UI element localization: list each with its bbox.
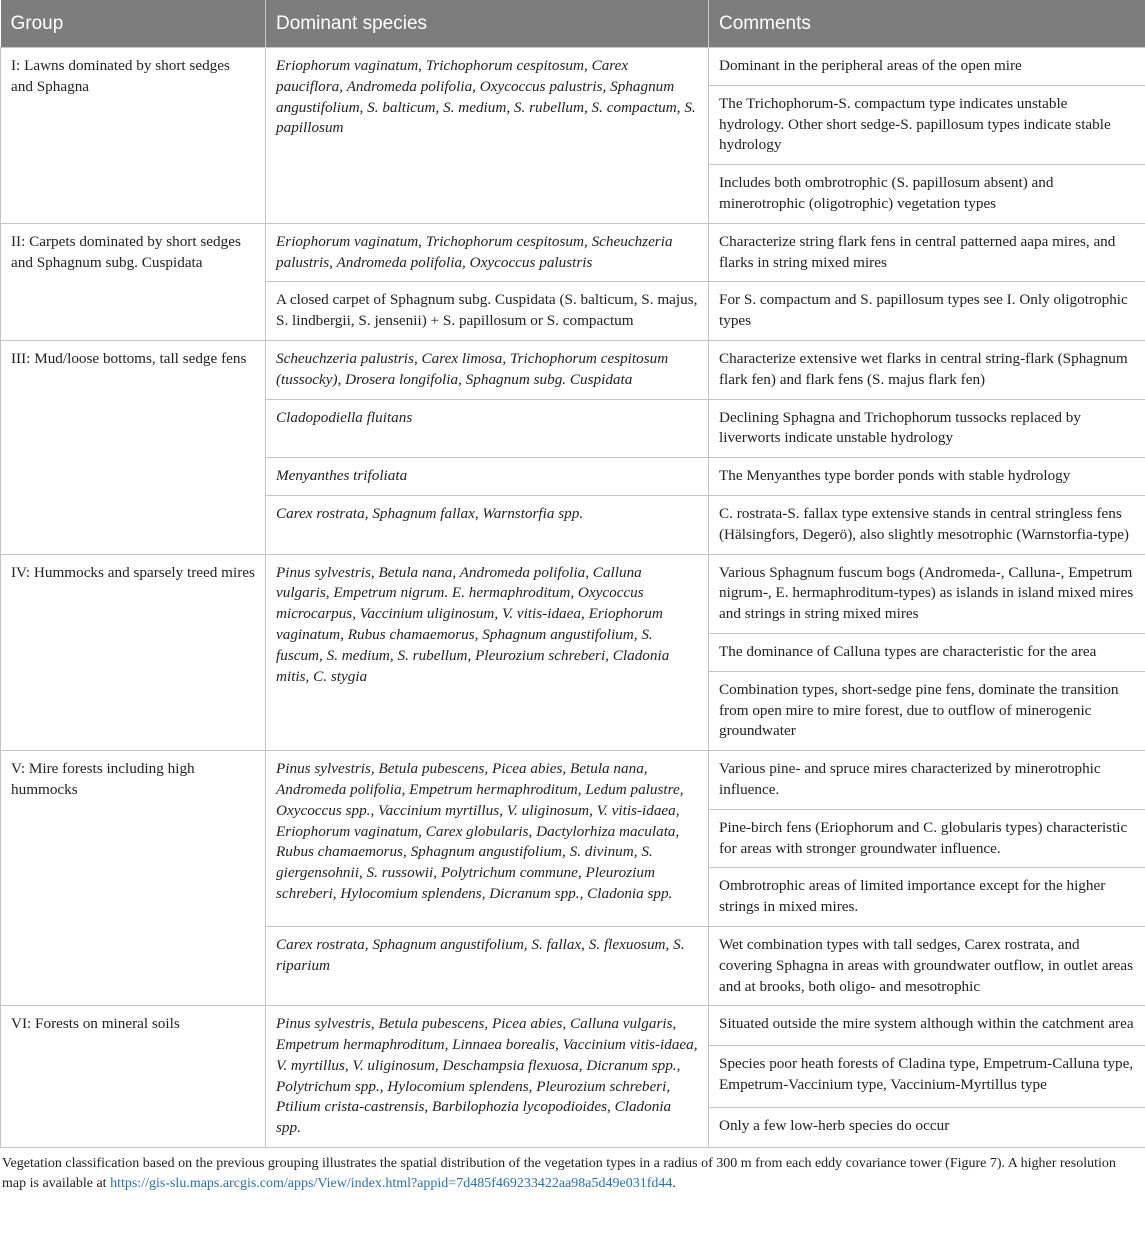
header-group: Group xyxy=(1,0,266,48)
footnote-text: Vegetation classification based on the previous grouping illustrates the spatial distribution of the vegetation types in a radius of 300 m from each eddy covariance tower (Figure 7). A higher resolution map is available at xyxy=(2,1156,1116,1192)
comment-cell: Characterize extensive wet flarks in central string-flark (Sphagnum flark fen) and flark fens (S. majus flark fen) xyxy=(709,340,1145,399)
comment-cell: The dominance of Calluna types are characteristic for the area xyxy=(709,633,1145,671)
comment-cell: Pine-birch fens (Eriophorum and C. globularis types) characteristic for areas with stronger groundwater influence. xyxy=(709,809,1145,868)
table-row xyxy=(1,48,1145,86)
comment-cell: Dominant in the peripheral areas of the open mire xyxy=(709,48,1145,86)
comment-cell: Situated outside the mire system although within the catchment area xyxy=(709,1006,1145,1046)
comment-cell: The Trichophorum-S. compactum type indicates unstable hydrology. Other short sedge-S. papillosum types indicate stable hydrology xyxy=(709,85,1145,164)
species-cell: Carex rostrata, Sphagnum fallax, Warnstorfia spp. xyxy=(266,495,709,554)
species-cell: Pinus sylvestris, Betula pubescens, Picea abies, Betula nana, Andromeda polifolia, Empetrum hermaphroditum, Ledum palustre, Oxycoccus spp., Vaccinium myrtillus, V. uliginosum, V. vitis-idaea, Eriophorum vaginatum, Carex globularis, Dactylorhiza maculata, Rubus chamaemorus, Sphagnum angustifolium, S. divinum, S. giergensohnii, S. russowii, Polytrichum commune, Pleurozium schreberi, Hylocomium splendens, Dicranum spp., Cladonia spp. xyxy=(266,751,709,927)
species-cell: Eriophorum vaginatum, Trichophorum cespitosum, Scheuchzeria palustris, Andromeda polifolia, Oxycoccus palustris xyxy=(266,223,709,282)
table-row xyxy=(1,223,1145,282)
comment-cell: Only a few low-herb species do occur xyxy=(709,1108,1145,1148)
table-header-row xyxy=(1,0,1145,48)
comment-cell: Species poor heath forests of Cladina type, Empetrum-Calluna type, Empetrum-Vaccinium type, Vaccinium-Myrtillus type xyxy=(709,1046,1145,1108)
comment-cell: Combination types, short-sedge pine fens, dominate the transition from open mire to mire forest, due to outflow of minerogenic groundwater xyxy=(709,671,1145,750)
table-row xyxy=(1,1006,1145,1046)
group-cell: III: Mud/loose bottoms, tall sedge fens xyxy=(1,340,266,554)
table-row xyxy=(1,340,1145,399)
species-cell: Scheuchzeria palustris, Carex limosa, Trichophorum cespitosum (tussocky), Drosera longifolia, Sphagnum subg. Cuspidata xyxy=(266,340,709,399)
species-cell: Pinus sylvestris, Betula pubescens, Picea abies, Calluna vulgaris, Empetrum hermaphroditum, Linnaea borealis, Vaccinium vitis-idaea, V. myrtillus, V. uliginosum, Deschampsia flexuosa, Dicranum spp., Polytrichum spp., Hylocomium splendens, Pleurozium schreberi, Ptilium crista-castrensis, Barbilophozia lycopodioides, Cladonia spp. xyxy=(266,1006,709,1148)
footnote-end: . xyxy=(672,1176,676,1192)
comment-cell: Various pine- and spruce mires characterized by minerotrophic influence. xyxy=(709,751,1145,810)
table-row xyxy=(1,751,1145,810)
group-cell: VI: Forests on mineral soils xyxy=(1,1006,266,1148)
comment-cell: Wet combination types with tall sedges, Carex rostrata, and covering Sphagna in areas with groundwater outflow, in outlet areas and at brooks, both oligo- and mesotrophic xyxy=(709,926,1145,1005)
species-cell: Carex rostrata, Sphagnum angustifolium, S. fallax, S. flexuosum, S. riparium xyxy=(266,926,709,1005)
group-cell: V: Mire forests including high hummocks xyxy=(1,751,266,1006)
comment-cell: Includes both ombrotrophic (S. papillosum absent) and minerotrophic (oligotrophic) vegetation types xyxy=(709,165,1145,224)
table-footnote xyxy=(0,1148,1145,1194)
comment-cell: C. rostrata-S. fallax type extensive stands in central stringless fens (Hälsingfors, Degerö), also slightly mesotrophic (Warnstorfia-type) xyxy=(709,495,1145,554)
comment-cell: The Menyanthes type border ponds with stable hydrology xyxy=(709,458,1145,496)
header-comments: Comments xyxy=(709,0,1145,48)
group-cell: IV: Hummocks and sparsely treed mires xyxy=(1,554,266,751)
species-cell: Menyanthes trifoliata xyxy=(266,458,709,496)
group-cell: II: Carpets dominated by short sedges and Sphagnum subg. Cuspidata xyxy=(1,223,266,340)
header-dominant-species: Dominant species xyxy=(266,0,709,48)
comment-cell: Declining Sphagna and Trichophorum tussocks replaced by liverworts indicate unstable hydrology xyxy=(709,399,1145,458)
comment-cell: Characterize string flark fens in central patterned aapa mires, and flarks in string mixed mires xyxy=(709,223,1145,282)
comment-cell: Various Sphagnum fuscum bogs (Andromeda-, Calluna-, Empetrum nigrum-, E. hermaphroditum-types) as islands in island mixed mires and strings in string mixed mires xyxy=(709,554,1145,633)
comment-cell: For S. compactum and S. papillosum types see I. Only oligotrophic types xyxy=(709,282,1145,341)
species-cell: A closed carpet of Sphagnum subg. Cuspidata (S. balticum, S. majus, S. lindbergii, S. jensenii) + S. papillosum or S. compactum xyxy=(266,282,709,341)
table-row xyxy=(1,554,1145,633)
species-cell: Cladopodiella fluitans xyxy=(266,399,709,458)
map-link[interactable]: https://gis-slu.maps.arcgis.com/apps/View/index.html?appid=7d485f469233422aa98a5d49e031fd44 xyxy=(110,1176,673,1192)
species-cell: Pinus sylvestris, Betula nana, Andromeda polifolia, Calluna vulgaris, Empetrum nigrum. E. hermaphroditum, Oxycoccus microcarpus, Vaccinium uliginosum, V. vitis-idaea, Eriophorum vaginatum, Rubus chamaemorus, Sphagnum angustifolium, S. fuscum, S. medium, S. rubellum, Pleurozium schreberi, Cladonia mitis, C. stygia xyxy=(266,554,709,751)
comment-cell: Ombrotrophic areas of limited importance except for the higher strings in mixed mires. xyxy=(709,868,1145,927)
species-cell: Eriophorum vaginatum, Trichophorum cespitosum, Carex pauciflora, Andromeda polifolia, Oxycoccus palustris, Sphagnum angustifolium, S. balticum, S. medium, S. rubellum, S. compactum, S. papillosum xyxy=(266,48,709,224)
group-cell: I: Lawns dominated by short sedges and Sphagna xyxy=(1,48,266,224)
